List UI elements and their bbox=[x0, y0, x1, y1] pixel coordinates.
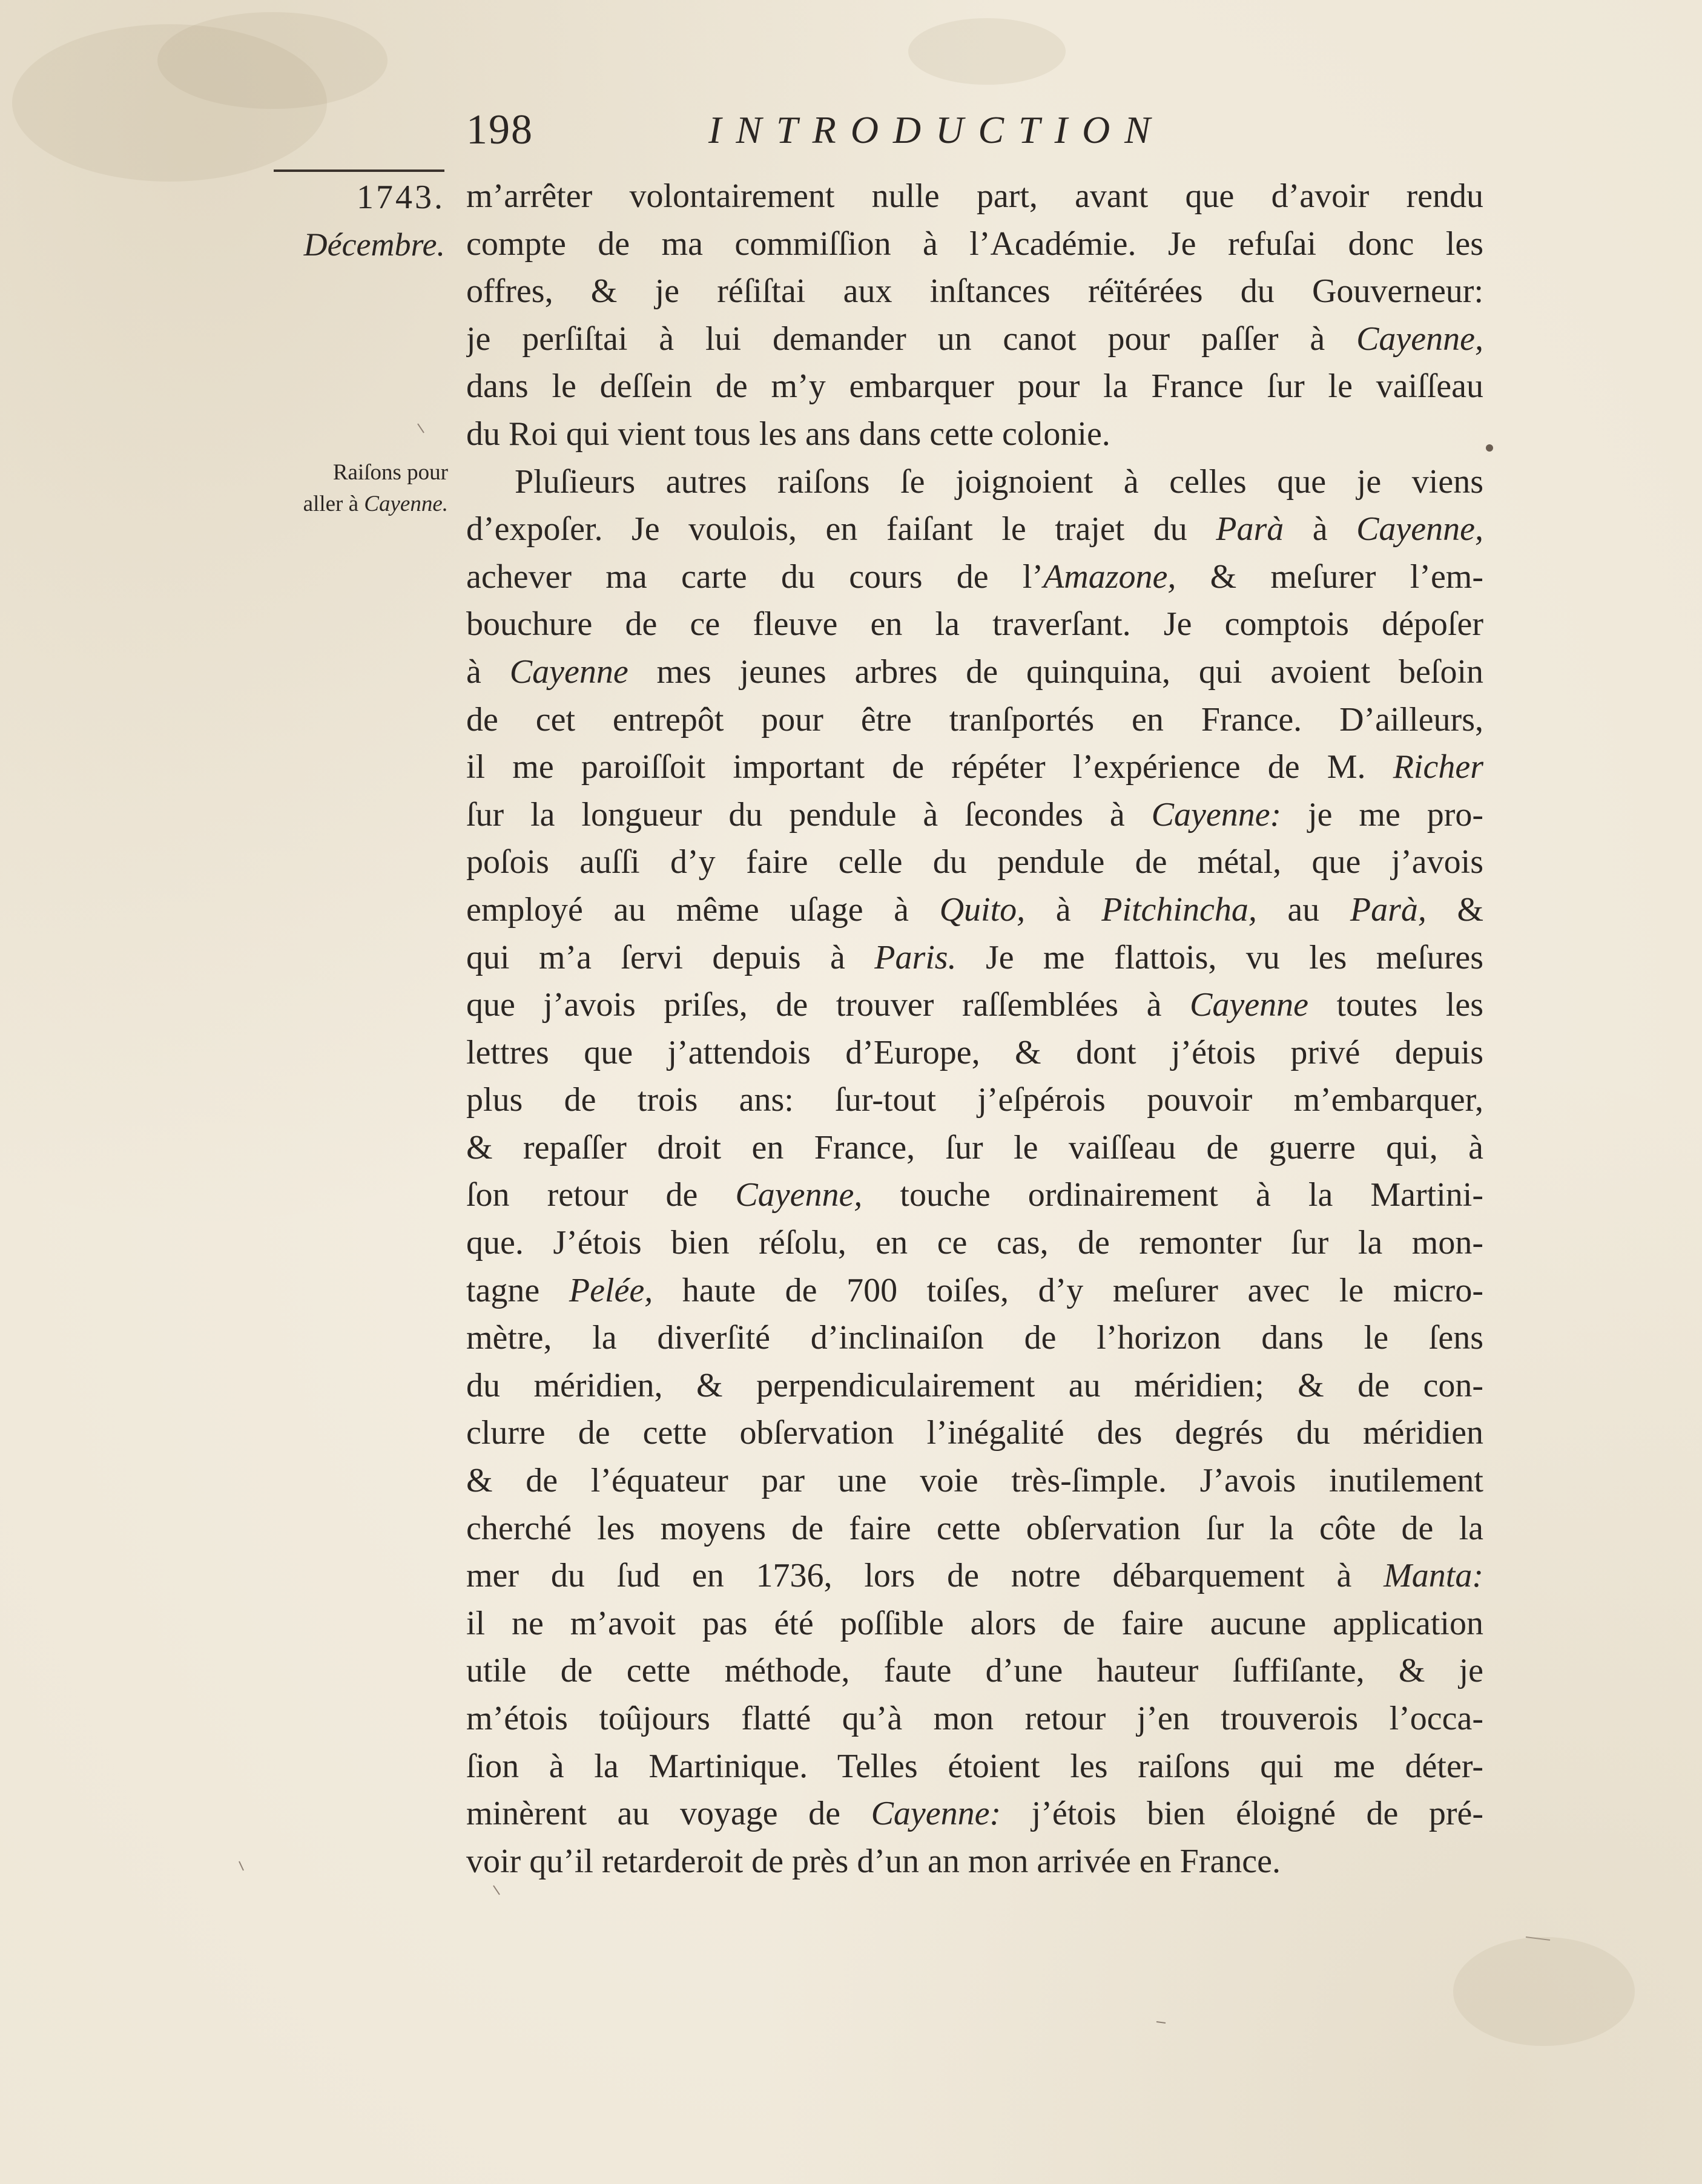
running-title: INTRODUCTION bbox=[708, 108, 1165, 151]
foxing-stain bbox=[1453, 1937, 1635, 2046]
text-segment: d’expoſer. Je voulois, en faiſant le trajet du bbox=[466, 510, 1216, 548]
italic-text: Quito, bbox=[939, 890, 1026, 929]
margin-year: 1743. bbox=[357, 179, 445, 216]
text-line: que. J’étois bien réſolu, en ce cas, de remonter ſur la mon- bbox=[466, 1224, 1483, 1262]
margin-note bbox=[242, 457, 448, 520]
text-line: de cet entrepôt pour être tranſportés en France. D’ailleurs, bbox=[466, 700, 1483, 738]
text-segment: il me paroiſſoit important de répéter l’expérience de M. bbox=[466, 748, 1393, 786]
text-segment: ſur la longueur du pendule à ſecondes à bbox=[466, 795, 1152, 834]
text-line bbox=[466, 981, 1483, 1029]
text-line: dans le deſſein de m’y embarquer pour la France ſur le vaiſſeau bbox=[466, 367, 1483, 406]
text-segment: minèrent au voyage de bbox=[466, 1795, 871, 1833]
text-segment: je perſiſtai à lui demander un canot pour paſſer à bbox=[466, 320, 1357, 358]
italic-text: Cayenne, bbox=[1356, 320, 1483, 358]
italic-text: Pitchincha, bbox=[1101, 890, 1257, 929]
text-segment: touche ordinairement à la Martini- bbox=[862, 1176, 1483, 1214]
italic-text: Cayenne bbox=[509, 653, 628, 691]
text-segment: qui m’a ſervi depuis à bbox=[466, 938, 875, 976]
foxing-stain bbox=[157, 12, 388, 109]
italic-text: Amazone, bbox=[1043, 558, 1176, 596]
text-line: m’étois toûjours flatté qu’à mon retour j’en trouverois l’occa- bbox=[466, 1700, 1483, 1737]
ink-speck bbox=[1156, 2022, 1166, 2023]
text-line: mètre, la diverſité d’inclinaiſon de l’horizon dans le ſens bbox=[466, 1319, 1483, 1357]
margin-month: Décembre. bbox=[303, 226, 445, 263]
text-segment: à bbox=[1025, 890, 1102, 929]
text-line bbox=[466, 1552, 1483, 1600]
text-segment: au bbox=[1256, 890, 1350, 929]
text-line bbox=[466, 505, 1483, 553]
text-segment: ſon retour de bbox=[466, 1176, 736, 1214]
text-segment: & bbox=[1426, 890, 1483, 929]
ink-speck bbox=[1486, 444, 1493, 452]
italic-text: Pelée, bbox=[569, 1271, 653, 1309]
running-head bbox=[466, 103, 1229, 157]
text-segment: employé au même uſage à bbox=[466, 890, 940, 929]
text-line: cherché les moyens de faire cette obſervation ſur la côte de la bbox=[466, 1509, 1483, 1547]
text-line bbox=[466, 553, 1483, 601]
text-segment: que j’avois priſes, de trouver raſſemblées à bbox=[466, 986, 1190, 1024]
text-segment: à bbox=[1284, 510, 1357, 548]
italic-text: Parà, bbox=[1350, 890, 1427, 929]
text-segment: haute de 700 toiſes, d’y meſurer avec le micro- bbox=[653, 1271, 1483, 1309]
text-segment: Je me flattois, vu les meſures bbox=[956, 938, 1483, 976]
text-line: plus de trois ans: ſur-tout j’eſpérois pouvoir m’embarquer, bbox=[466, 1081, 1483, 1119]
margin-rule bbox=[274, 169, 444, 172]
text-line bbox=[466, 1790, 1483, 1838]
margin-note-place: Cayenne. bbox=[364, 492, 448, 516]
italic-text: Cayenne, bbox=[1356, 510, 1483, 548]
italic-text: Cayenne bbox=[1190, 986, 1308, 1024]
text-line: du Roi qui vient tous les ans dans cette colonie. bbox=[466, 415, 1110, 453]
italic-text: Manta: bbox=[1384, 1557, 1483, 1595]
text-line bbox=[466, 315, 1483, 363]
text-line: & de l’équateur par une voie très-ſimple. J’avois inutilement bbox=[466, 1462, 1483, 1500]
text-line bbox=[466, 1171, 1483, 1219]
text-segment: & meſurer l’em- bbox=[1176, 558, 1483, 596]
text-line: m’arrêter volontairement nulle part, avant que d’avoir rendu bbox=[466, 177, 1483, 215]
foxing-stain bbox=[908, 18, 1066, 85]
text-line: poſois auſſi d’y faire celle du pendule de métal, que j’avois bbox=[466, 843, 1483, 881]
text-segment: à bbox=[466, 653, 510, 691]
text-line: utile de cette méthode, faute d’une hauteur ſuffiſante, & je bbox=[466, 1652, 1483, 1690]
text-line: il ne m’avoit pas été poſſible alors de faire aucune application bbox=[466, 1604, 1483, 1642]
italic-text: Parà bbox=[1216, 510, 1284, 548]
ink-speck bbox=[493, 1886, 500, 1895]
margin-note-text: aller à bbox=[303, 492, 364, 516]
text-segment: j’étois bien éloigné de pré- bbox=[1001, 1795, 1483, 1833]
text-segment: je me pro- bbox=[1281, 795, 1483, 834]
text-segment: toutes les bbox=[1308, 986, 1483, 1024]
text-line: lettres que j’attendois d’Europe, & dont j’étois privé depuis bbox=[466, 1033, 1483, 1071]
text-line bbox=[466, 934, 1483, 982]
text-line: du méridien, & perpendiculairement au méridien; & de con- bbox=[466, 1366, 1483, 1404]
page-number: 198 bbox=[466, 107, 533, 153]
italic-text: Cayenne: bbox=[1151, 795, 1282, 834]
text-segment: mes jeunes arbres de quinquina, qui avoient beſoin bbox=[628, 653, 1483, 691]
italic-text: Cayenne: bbox=[871, 1795, 1001, 1833]
italic-text: Cayenne, bbox=[735, 1176, 863, 1214]
text-line bbox=[466, 886, 1483, 934]
text-line bbox=[466, 791, 1483, 839]
text-line: offres, & je réſiſtai aux inſtances réïtérées du Gouverneur: bbox=[466, 272, 1483, 311]
text-line: voir qu’il retarderoit de près d’un an mon arrivée en France. bbox=[466, 1842, 1281, 1880]
italic-text: Richer bbox=[1393, 748, 1483, 786]
text-segment: mer du ſud en 1736, lors de notre débarquement à bbox=[466, 1557, 1384, 1595]
body-text bbox=[466, 173, 1483, 1885]
margin-note-line: Raiſons pour bbox=[332, 460, 448, 485]
text-line bbox=[466, 743, 1483, 791]
paragraph-1 bbox=[466, 173, 1483, 458]
ink-speck bbox=[418, 424, 424, 433]
italic-text: Paris. bbox=[874, 938, 957, 976]
text-segment: achever ma carte du cours de l’ bbox=[466, 558, 1044, 596]
text-line bbox=[466, 1267, 1483, 1315]
margin-note-line bbox=[242, 488, 448, 520]
text-line bbox=[466, 648, 1483, 696]
text-line: & repaſſer droit en France, ſur le vaiſſeau de guerre qui, à bbox=[466, 1128, 1483, 1166]
text-line: bouchure de ce fleuve en la traverſant. Je comptois dépoſer bbox=[466, 605, 1483, 643]
text-segment: tagne bbox=[466, 1271, 569, 1309]
ink-speck bbox=[239, 1861, 243, 1870]
text-line: Pluſieurs autres raiſons ſe joignoient à celles que je viens bbox=[515, 462, 1483, 501]
text-line: ſion à la Martinique. Telles étoient les raiſons qui me déter- bbox=[466, 1747, 1483, 1785]
text-line: compte de ma commiſſion à l’Académie. Je refuſai donc les bbox=[466, 225, 1483, 263]
text-line: clurre de cette obſervation l’inégalité des degrés du méridien bbox=[466, 1414, 1483, 1452]
paragraph-2 bbox=[466, 458, 1483, 1886]
